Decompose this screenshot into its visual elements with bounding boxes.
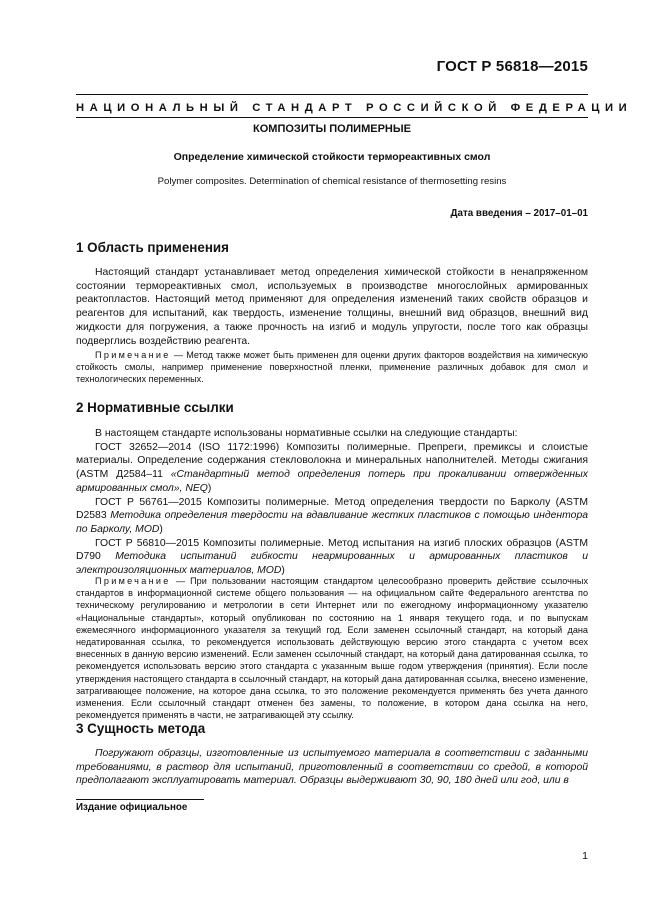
section-3-paragraph: Погружают образцы, изготовленные из испытуемого материала в соответствии с заданными требованиями, в раствор для испытаний, приготовленный в соответствии со средой, в которой предполагают эксплуатировать материал. Образцы выдерживают 30, 90, 180 дней или год, или в bbox=[76, 748, 588, 787]
note-label: Примечание bbox=[95, 350, 171, 360]
header-rule-bottom bbox=[76, 117, 588, 118]
footer-rule bbox=[76, 799, 204, 800]
english-title: Polymer composites. Determination of chemical resistance of thermosetting resins bbox=[157, 176, 507, 187]
reference-gost-56761: ГОСТ Р 56761—2015 Композиты полимерные. Метод определения твердости по Барколу (ASTM D2583 Методика определения твердости на вдавливание жестких пластиков с помощью индентора по Барколу, MOD) bbox=[76, 496, 589, 535]
section-1-paragraph: Настоящий стандарт устанавливает метод определения химической стойкости в ненапряженном состоянии термореактивных смол, используемых в производстве многослойных армированных реактопластов. Настоящий метод применяют для определения изменений таких свойств образцов и реагентов для испытаний, как твердость, изменение толщины, внешний вид образцов, внешний вид жидкости для погружения, а также прочность на изгиб и модуль упругости, после того как образцы подверглись воздействию реагента. bbox=[76, 267, 588, 347]
document-subtitle: Определение химической стойкости термореактивных смол bbox=[173, 151, 491, 163]
page-number: 1 bbox=[582, 850, 588, 862]
section-2-note bbox=[76, 575, 588, 721]
section-3-heading: 3 Сущность метода bbox=[76, 721, 206, 736]
section-1-note bbox=[76, 349, 588, 386]
header-rule-top bbox=[76, 94, 588, 95]
section-2-heading: 2 Нормативные ссылки bbox=[76, 400, 234, 415]
reference-gost-56810: ГОСТ Р 56810—2015 Композиты полимерные. Метод испытания на изгиб плоских образцов (ASTM D790 Методика испытаний гибкости неармированных и армированных пластиков и электроизоляционных материалов, MOD) bbox=[76, 537, 588, 577]
national-standard-banner: НАЦИОНАЛЬНЫЙ СТАНДАРТ РОССИЙСКОЙ ФЕДЕРАЦИИ bbox=[76, 102, 633, 114]
references-intro: В настоящем стандарте использованы нормативные ссылки на следующие стандарты: bbox=[95, 428, 518, 439]
document-title: КОМПОЗИТЫ ПОЛИМЕРНЫЕ bbox=[253, 123, 411, 135]
official-edition-label: Издание официальное bbox=[76, 802, 188, 813]
section-1-heading: 1 Область применения bbox=[76, 240, 229, 255]
section-2-references bbox=[76, 427, 588, 578]
introduction-date: Дата введения – 2017–01–01 bbox=[450, 208, 588, 219]
reference-gost-32652: ГОСТ 32652—2014 (ISO 1172:1996) Композиты полимерные. Препреги, премиксы и слоистые материалы. Определение содержания стекловолокна и минеральных наполнителей. Методы сжигания (ASTM Д2584–11 «Стандартный метод определения потерь при прокаливании отвержденных армированных смол», NEQ) bbox=[76, 441, 588, 494]
note-label: Примечание bbox=[95, 576, 171, 586]
standard-code: ГОСТ Р 56818—2015 bbox=[436, 58, 588, 75]
note-text: — При пользовании настоящим стандартом целесообразно проверить действие ссылочных стандартов в информационной системе общего пользования — на официальном сайте Федерального агентства по техническому регулированию и метрологии в сети Интернет или по ежегодному информационному указателю «Национальные стандарты», который опубликован по состоянию на 1 января текущего года, и по выпускам ежемесячного информационного указателя за текущий год. Если заменен ссылочный стандарт, на который дана недатированная ссылка, то рекомендуется использовать действующую версию этого стандарта с учетом всех внесенных в данную версию изменений. Если заменен ссылочный стандарт, на который дана датированная ссылка, то рекомендуется использовать версию этого стандарта с указанным выше годом утверждения (принятия). Если после утверждения настоящего стандарта в ссылочный стандарт, на который дана датированная ссылка, внесено изменение, затрагивающее положение, на которое дана ссылка, то это положение рекомендуется применять без учета данного изменения. Если ссылочный стандарт отменен без замены, то положение, в котором дана ссылка на него, рекомендуется применять в части, не затрагивающей эту ссылку. bbox=[76, 576, 588, 721]
note-text: — Метод также может быть применен для оценки других факторов воздействия на химическую стойкость смолы, например применение поверхностной пленки, применение различных добавок для смол и технологических переменных. bbox=[76, 350, 588, 385]
